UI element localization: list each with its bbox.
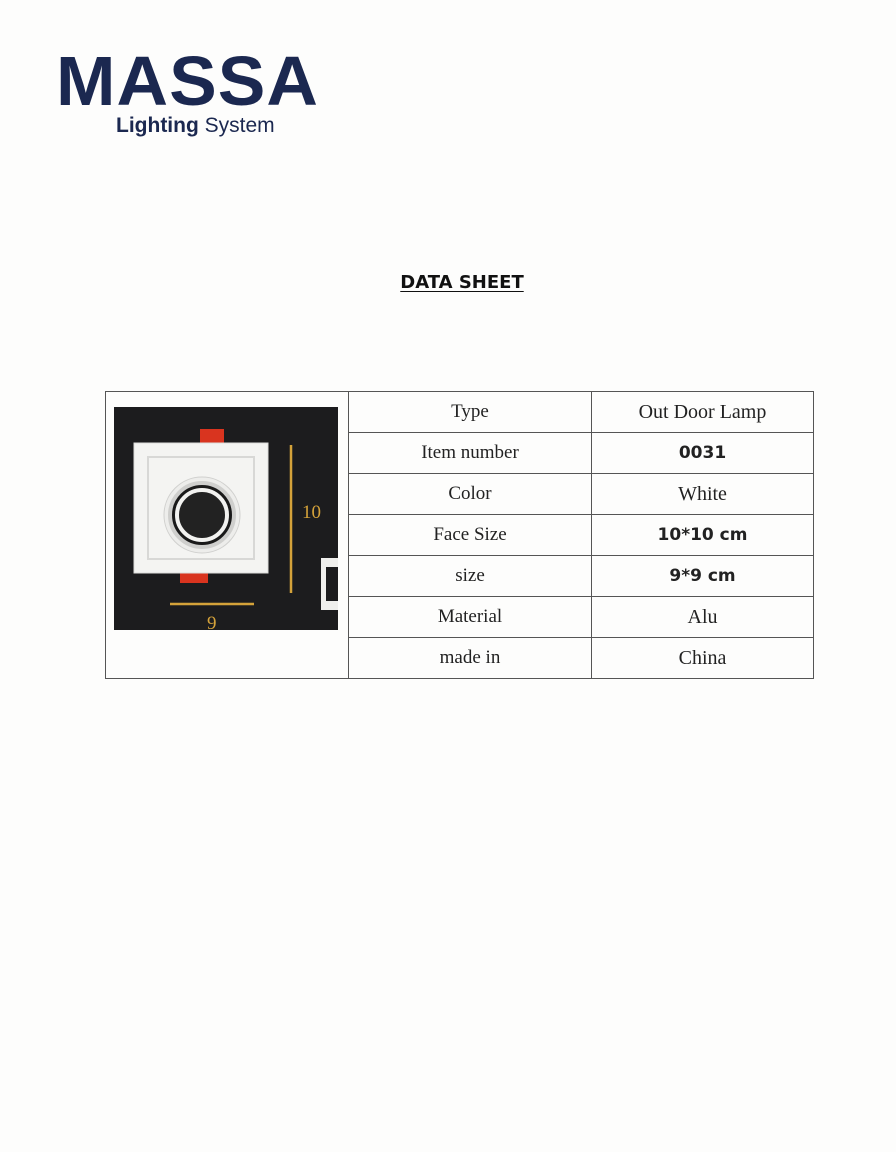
logo-tagline-bold: Lighting	[116, 114, 199, 137]
spec-value-color: White	[592, 474, 814, 515]
spec-value-face-size: 10*10 cm	[592, 515, 814, 556]
spec-label-made-in: made in	[349, 638, 592, 679]
page-title: DATA SHEET	[400, 272, 524, 293]
product-photo	[114, 407, 338, 630]
spec-label-color: Color	[349, 474, 592, 515]
spec-value-item-number: 0031	[592, 433, 814, 474]
logo-tagline	[116, 114, 275, 138]
spec-label-face-size: Face Size	[349, 515, 592, 556]
logo-wordmark: MASSA	[56, 42, 319, 120]
second-fixture-inner	[326, 567, 338, 601]
width-dimension-label: 9	[207, 613, 217, 630]
spec-value-material: Alu	[592, 597, 814, 638]
product-image-cell	[106, 392, 349, 679]
spec-label-material: Material	[349, 597, 592, 638]
logo-tagline-rest: System	[198, 114, 275, 137]
spec-label-item-number: Item number	[349, 433, 592, 474]
height-dimension-label: 10	[302, 502, 321, 523]
spec-value-type: Out Door Lamp	[592, 392, 814, 433]
spec-label-type: Type	[349, 392, 592, 433]
spec-value-made-in: China	[592, 638, 814, 679]
spec-table	[105, 391, 814, 679]
lamp-aperture	[177, 490, 227, 540]
spec-value-size: 9*9 cm	[592, 556, 814, 597]
massa-logo	[56, 42, 396, 142]
table-row	[106, 392, 814, 433]
spec-label-size: size	[349, 556, 592, 597]
